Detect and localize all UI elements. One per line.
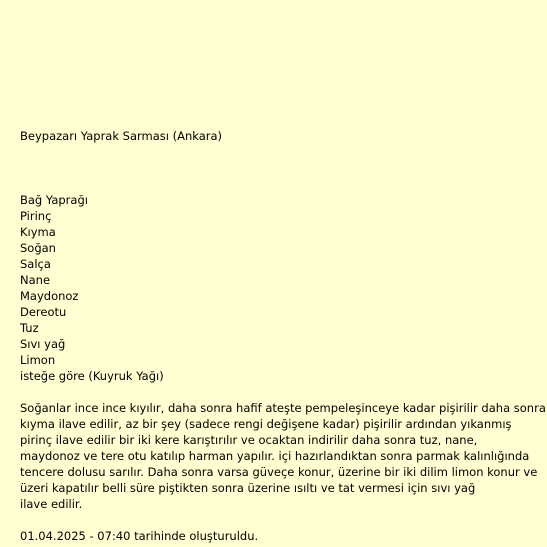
ingredient-item: Pirinç	[20, 209, 52, 223]
recipe-instructions	[20, 400, 546, 512]
ingredient-list	[20, 192, 164, 384]
instructions-line: ilave edilir.	[20, 497, 83, 511]
ingredient-item: Dereotu	[20, 305, 67, 319]
instructions-line: Soğanlar ince ince kıyılır, daha sonra hafif ateşte pempeleşinceye kadar pişirilir daha sonra	[20, 401, 546, 415]
recipe-title: Beypazarı Yaprak Sarması (Ankara)	[20, 129, 223, 143]
ingredient-item: Nane	[20, 273, 51, 287]
instructions-line: tencere dolusu sarılır. Daha sonra varsa güveçe konur, üzerine bir iki dilim limon konur ve	[20, 465, 538, 479]
instructions-line: kıyma ilave edilir, az bir şey (sadece rengi değişene kadar) pişirilir ardından yıkanmış	[20, 417, 512, 431]
ingredient-item: Limon	[20, 353, 56, 367]
ingredient-item: Sıvı yağ	[20, 337, 66, 351]
created-timestamp: 01.04.2025 - 07:40 tarihinde oluşturuldu.	[20, 529, 259, 543]
ingredient-item: Kıyma	[20, 225, 56, 239]
ingredient-item: Bağ Yaprağı	[20, 193, 88, 207]
ingredient-item: Salça	[20, 257, 51, 271]
instructions-line: maydonoz ve tere otu katılıp harman yapılır. içi hazırlandıktan sonra parmak kalınlığında	[20, 449, 530, 463]
ingredient-item: Maydonoz	[20, 289, 79, 303]
instructions-line: pirinç ilave edilir bir iki kere karıştırılır ve ocaktan indirilir daha sonra tuz, nane,	[20, 433, 478, 447]
instructions-line: üzeri kapatılır belli süre piştikten sonra üzerine ısıltı ve tat vermesi için sıvı yağ	[20, 481, 476, 495]
ingredient-item: isteğe göre (Kuyruk Yağı)	[20, 369, 164, 383]
ingredient-item: Tuz	[20, 321, 39, 335]
ingredient-item: Soğan	[20, 241, 56, 255]
